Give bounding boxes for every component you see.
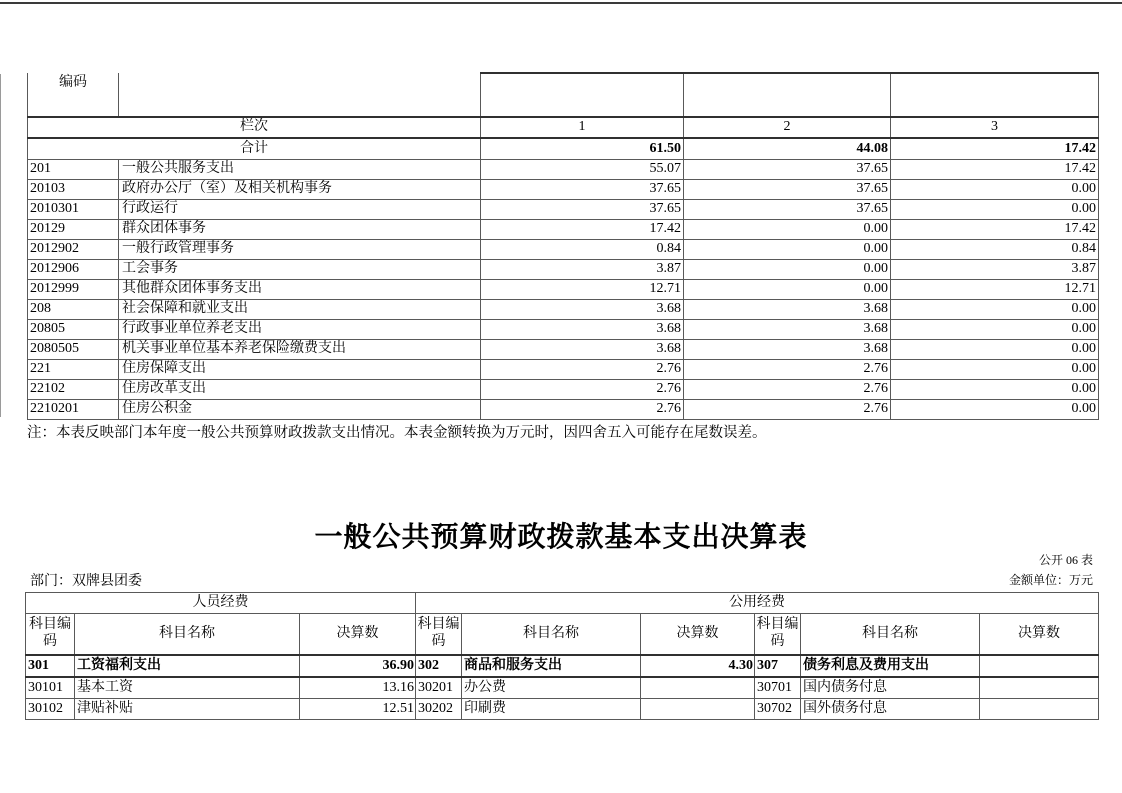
amount-cell bbox=[641, 699, 755, 720]
amount-cell: 36.90 bbox=[300, 655, 416, 677]
subject-name-header: 科目名称 bbox=[462, 614, 641, 656]
subject-code-cell: 22102 bbox=[28, 380, 119, 400]
subject-code-cell: 30701 bbox=[755, 677, 801, 699]
subject-name-cell: 群众团体事务 bbox=[119, 220, 481, 240]
total-label: 合计 bbox=[28, 138, 481, 160]
subject-name-cell: 基本工资 bbox=[75, 677, 300, 699]
table-row bbox=[26, 699, 1099, 720]
amount-cell: 0.00 bbox=[891, 320, 1099, 340]
subject-code-cell: 30102 bbox=[26, 699, 75, 720]
amount-cell: 17.42 bbox=[891, 138, 1099, 160]
subject-name-cell: 社会保障和就业支出 bbox=[119, 300, 481, 320]
table-row bbox=[28, 200, 1099, 220]
subject-code-cell: 30702 bbox=[755, 699, 801, 720]
table-row bbox=[28, 300, 1099, 320]
amount-cell: 37.65 bbox=[684, 200, 891, 220]
column-header-row bbox=[26, 614, 1099, 656]
subject-code-header: 科目编码 bbox=[26, 614, 75, 656]
general-budget-expenditure-table bbox=[27, 72, 1099, 420]
amount-unit-label: 金额单位：万元 bbox=[1008, 573, 1093, 587]
amount-cell: 0.00 bbox=[891, 380, 1099, 400]
lanci-label: 栏次 bbox=[28, 117, 481, 138]
table-row bbox=[26, 677, 1099, 699]
public-funds-group-header: 公用经费 bbox=[416, 593, 1099, 614]
subject-code-cell: 307 bbox=[755, 655, 801, 677]
table-row bbox=[28, 160, 1099, 180]
amount-cell: 4.30 bbox=[641, 655, 755, 677]
column-index-cell: 2 bbox=[684, 117, 891, 138]
amount-cell bbox=[641, 677, 755, 699]
subject-code-cell: 2012999 bbox=[28, 280, 119, 300]
amount-cell: 0.00 bbox=[891, 200, 1099, 220]
amount-cell bbox=[980, 677, 1099, 699]
amount-cell: 17.42 bbox=[891, 220, 1099, 240]
subject-name-cell: 国内债务付息 bbox=[801, 677, 980, 699]
amount-cell: 13.16 bbox=[300, 677, 416, 699]
amount-cell: 12.71 bbox=[891, 280, 1099, 300]
code-header-cell: 编码 bbox=[28, 73, 119, 117]
subject-name-cell: 工资福利支出 bbox=[75, 655, 300, 677]
amount-cell: 0.00 bbox=[684, 240, 891, 260]
table-row bbox=[28, 180, 1099, 200]
column-header-cell bbox=[891, 73, 1099, 117]
name-header-cell bbox=[119, 73, 481, 117]
subject-code-cell: 30201 bbox=[416, 677, 462, 699]
subject-code-cell: 201 bbox=[28, 160, 119, 180]
amount-header: 决算数 bbox=[300, 614, 416, 656]
amount-cell: 3.68 bbox=[684, 300, 891, 320]
amount-cell: 0.00 bbox=[891, 340, 1099, 360]
table-row bbox=[28, 240, 1099, 260]
subject-name-header: 科目名称 bbox=[801, 614, 980, 656]
subject-code-header: 科目编码 bbox=[416, 614, 462, 656]
amount-cell: 55.07 bbox=[481, 160, 684, 180]
group-header-row bbox=[26, 593, 1099, 614]
subject-name-cell: 一般公共服务支出 bbox=[119, 160, 481, 180]
subject-name-cell: 债务利息及费用支出 bbox=[801, 655, 980, 677]
subject-code-cell: 30101 bbox=[26, 677, 75, 699]
amount-cell: 44.08 bbox=[684, 138, 891, 160]
page-top-rule bbox=[0, 2, 1122, 4]
subject-code-cell: 2080505 bbox=[28, 340, 119, 360]
subject-name-cell: 行政运行 bbox=[119, 200, 481, 220]
subject-code-cell: 301 bbox=[26, 655, 75, 677]
amount-cell: 2.76 bbox=[481, 360, 684, 380]
amount-cell: 0.00 bbox=[684, 280, 891, 300]
amount-cell: 2.76 bbox=[684, 380, 891, 400]
amount-cell: 2.76 bbox=[684, 400, 891, 420]
column-index-cell: 1 bbox=[481, 117, 684, 138]
subject-code-cell: 2010301 bbox=[28, 200, 119, 220]
subject-code-cell: 30202 bbox=[416, 699, 462, 720]
amount-cell: 3.68 bbox=[481, 300, 684, 320]
table-row bbox=[28, 400, 1099, 420]
subject-name-cell: 津贴补贴 bbox=[75, 699, 300, 720]
subject-name-cell: 住房保障支出 bbox=[119, 360, 481, 380]
subject-name-cell: 机关事业单位基本养老保险缴费支出 bbox=[119, 340, 481, 360]
amount-cell: 0.00 bbox=[891, 400, 1099, 420]
page-title: 一般公共预算财政拨款基本支出决算表 bbox=[314, 522, 808, 553]
subject-code-cell: 2210201 bbox=[28, 400, 119, 420]
amount-cell: 17.42 bbox=[891, 160, 1099, 180]
subject-code-header: 科目编码 bbox=[755, 614, 801, 656]
subject-code-cell: 302 bbox=[416, 655, 462, 677]
table-row bbox=[26, 655, 1099, 677]
amount-cell: 0.00 bbox=[891, 180, 1099, 200]
basic-expenditure-table bbox=[25, 592, 1099, 720]
amount-cell: 2.76 bbox=[481, 380, 684, 400]
table-row bbox=[28, 260, 1099, 280]
amount-cell: 2.76 bbox=[481, 400, 684, 420]
table-row bbox=[28, 320, 1099, 340]
amount-cell: 0.84 bbox=[891, 240, 1099, 260]
amount-cell: 37.65 bbox=[481, 200, 684, 220]
amount-cell: 3.68 bbox=[481, 320, 684, 340]
amount-cell: 17.42 bbox=[481, 220, 684, 240]
amount-cell: 3.68 bbox=[481, 340, 684, 360]
document-number-label: 公开 06 表 bbox=[1038, 553, 1093, 567]
amount-cell: 2.76 bbox=[684, 360, 891, 380]
subject-name-cell: 政府办公厅（室）及相关机构事务 bbox=[119, 180, 481, 200]
amount-cell: 0.84 bbox=[481, 240, 684, 260]
amount-cell: 3.68 bbox=[684, 340, 891, 360]
table-row bbox=[28, 360, 1099, 380]
amount-cell: 12.51 bbox=[300, 699, 416, 720]
personnel-funds-group-header: 人员经费 bbox=[26, 593, 416, 614]
amount-cell: 0.00 bbox=[891, 360, 1099, 380]
amount-cell: 3.87 bbox=[481, 260, 684, 280]
subject-name-cell: 商品和服务支出 bbox=[462, 655, 641, 677]
subject-name-cell: 国外债务付息 bbox=[801, 699, 980, 720]
left-edge-clipped-border bbox=[0, 74, 1, 417]
table-row bbox=[28, 340, 1099, 360]
subject-name-cell: 工会事务 bbox=[119, 260, 481, 280]
subject-code-cell: 2012902 bbox=[28, 240, 119, 260]
column-index-row bbox=[28, 117, 1099, 138]
amount-cell bbox=[980, 699, 1099, 720]
subject-name-cell: 行政事业单位养老支出 bbox=[119, 320, 481, 340]
subject-name-cell: 住房公积金 bbox=[119, 400, 481, 420]
subject-name-cell: 印刷费 bbox=[462, 699, 641, 720]
amount-header: 决算数 bbox=[641, 614, 755, 656]
department-label: 部门：双牌县团委 bbox=[30, 574, 142, 589]
table-row bbox=[28, 280, 1099, 300]
subject-name-header: 科目名称 bbox=[75, 614, 300, 656]
amount-cell: 3.87 bbox=[891, 260, 1099, 280]
amount-cell: 37.65 bbox=[481, 180, 684, 200]
subject-code-cell: 20805 bbox=[28, 320, 119, 340]
amount-header: 决算数 bbox=[980, 614, 1099, 656]
amount-cell: 37.65 bbox=[684, 180, 891, 200]
total-row bbox=[28, 138, 1099, 160]
amount-cell: 12.71 bbox=[481, 280, 684, 300]
code-header-row bbox=[28, 73, 1099, 117]
amount-cell: 0.00 bbox=[684, 260, 891, 280]
subject-code-cell: 20103 bbox=[28, 180, 119, 200]
amount-cell: 0.00 bbox=[891, 300, 1099, 320]
amount-cell: 0.00 bbox=[684, 220, 891, 240]
table-row bbox=[28, 380, 1099, 400]
column-index-cell: 3 bbox=[891, 117, 1099, 138]
table-footnote: 注：本表反映部门本年度一般公共预算财政拨款支出情况。本表金额转换为万元时，因四舍五入可能存在尾数误差。 bbox=[27, 425, 767, 441]
subject-name-cell: 办公费 bbox=[462, 677, 641, 699]
subject-code-cell: 20129 bbox=[28, 220, 119, 240]
amount-cell: 3.68 bbox=[684, 320, 891, 340]
subject-name-cell: 一般行政管理事务 bbox=[119, 240, 481, 260]
subject-name-cell: 住房改革支出 bbox=[119, 380, 481, 400]
column-header-cell bbox=[684, 73, 891, 117]
subject-code-cell: 208 bbox=[28, 300, 119, 320]
amount-cell: 37.65 bbox=[684, 160, 891, 180]
subject-name-cell: 其他群众团体事务支出 bbox=[119, 280, 481, 300]
amount-cell: 61.50 bbox=[481, 138, 684, 160]
table-row bbox=[28, 220, 1099, 240]
column-header-cell bbox=[481, 73, 684, 117]
amount-cell bbox=[980, 655, 1099, 677]
subject-code-cell: 221 bbox=[28, 360, 119, 380]
subject-code-cell: 2012906 bbox=[28, 260, 119, 280]
